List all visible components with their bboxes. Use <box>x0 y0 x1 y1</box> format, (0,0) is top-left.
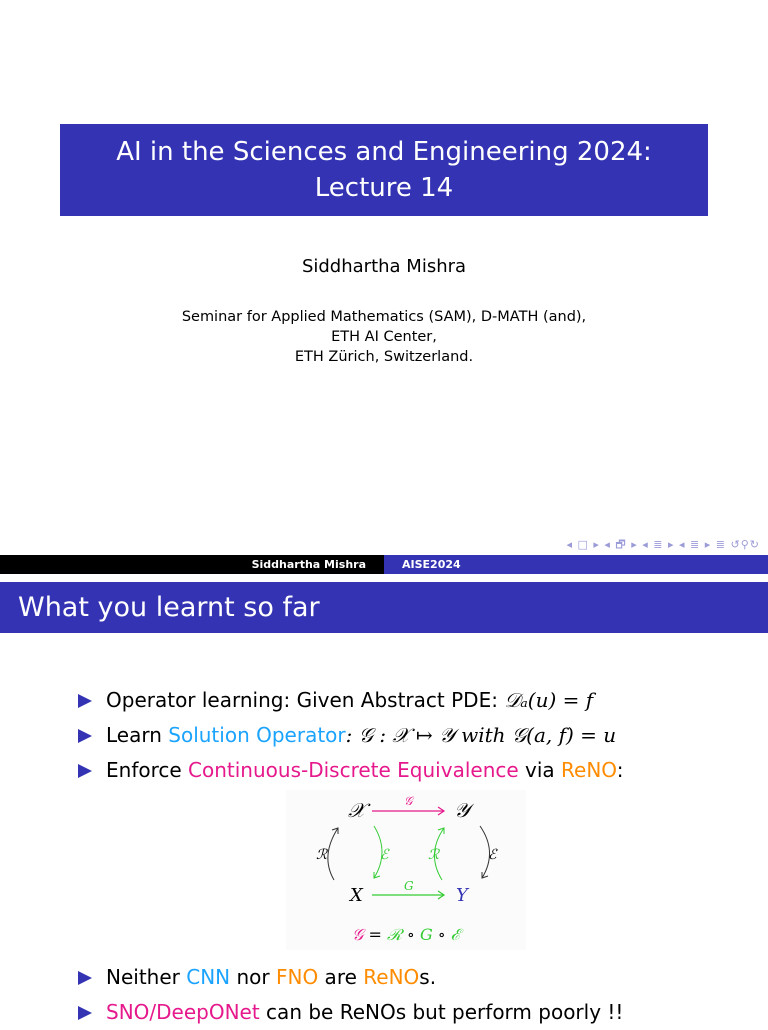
fno-highlight: FNO <box>275 965 319 989</box>
footer-bar <box>0 555 768 574</box>
label-E-mid: ℰ <box>380 847 389 863</box>
pde-formula: 𝒟ₐ(u) = f <box>504 688 594 712</box>
frame-title: What you learnt so far <box>0 582 768 633</box>
nav-subsection-icon[interactable]: ◂ 🗗 ▸ <box>604 538 638 551</box>
nav-section-icon[interactable]: ◂ ≣ ▸ <box>642 538 675 551</box>
arrow-R-left <box>328 828 338 880</box>
label-R-mid: ℛ <box>428 847 440 863</box>
cde-highlight: Continuous-Discrete Equivalence <box>188 758 519 782</box>
bullet-triangle-icon <box>78 764 92 778</box>
author-name: Siddhartha Mishra <box>301 256 467 277</box>
bullet-triangle-icon <box>78 1006 92 1020</box>
diagram-Y-bot: Y <box>456 885 468 906</box>
solution-operator-highlight: Solution Operator <box>168 723 346 747</box>
cnn-highlight: CNN <box>186 965 231 989</box>
operator-formula: : 𝒢 : 𝒳 ↦ 𝒴 with 𝒢(a, f) = u <box>345 723 617 747</box>
bullet-cnn-fno: Neither CNN nor FNO are ReNOs. <box>78 960 758 995</box>
footer-course: AISE2024 <box>384 555 768 574</box>
institution <box>0 307 768 367</box>
bullet-cde: Enforce Continuous-Discrete Equivalence via ReNO: <box>78 753 758 788</box>
nav-search-icon[interactable]: ↺⚲↻ <box>730 538 760 551</box>
equation-decomposition: 𝒢 = ℛ ∘ G ∘ ℰ <box>352 925 460 944</box>
nav-frame-icon[interactable]: ◂ □ ▸ <box>566 538 600 551</box>
bullet-solution-operator: Learn Solution Operator: 𝒢 : 𝒳 ↦ 𝒴 with 𝒢(a, f) = u <box>78 718 758 753</box>
diagram-X-top: 𝒳 <box>348 798 366 822</box>
nav-doc-icon[interactable]: ◂ ≣ ▸ <box>679 538 712 551</box>
institution-line-3: ETH Zürich, Switzerland. <box>294 349 474 365</box>
diagram-X-bot: X <box>350 885 363 906</box>
institution-line-1: Seminar for Applied Mathematics (SAM), D-MATH (and), <box>181 309 587 325</box>
bullet-triangle-icon <box>78 729 92 743</box>
label-E-right: ℰ <box>488 847 497 863</box>
diagram-Y-top: 𝒴 <box>454 798 470 822</box>
label-G-bot: G <box>404 879 414 893</box>
label-R-left: ℛ <box>316 847 328 863</box>
title-line-2: Lecture 14 <box>314 173 454 203</box>
bullet-sno-deeponet: SNO/DeepONet can be ReNOs but perform poorly !! <box>78 995 758 1030</box>
title-block <box>60 124 708 216</box>
bullet-operator-learning: Operator learning: Given Abstract PDE: 𝒟ₐ(u) = f <box>78 683 758 718</box>
commutative-diagram <box>286 790 526 950</box>
nav-align-icon[interactable]: ≣ <box>715 538 726 551</box>
label-G-top: 𝒢 <box>404 794 413 808</box>
sno-deeponet-highlight: SNO/DeepONet <box>106 1000 260 1024</box>
reno-highlight-2: ReNO <box>363 965 420 989</box>
bullet-triangle-icon <box>78 694 92 708</box>
bullet-list-bottom <box>78 960 758 1030</box>
institution-line-2: ETH AI Center, <box>331 329 437 345</box>
beamer-navigation[interactable] <box>566 536 760 555</box>
title-line-1: AI in the Sciences and Engineering 2024: <box>116 137 652 167</box>
bullet-list-top <box>78 683 758 788</box>
reno-highlight: ReNO <box>561 758 617 782</box>
bullet-triangle-icon <box>78 971 92 985</box>
footer-author: Siddhartha Mishra <box>251 558 366 571</box>
